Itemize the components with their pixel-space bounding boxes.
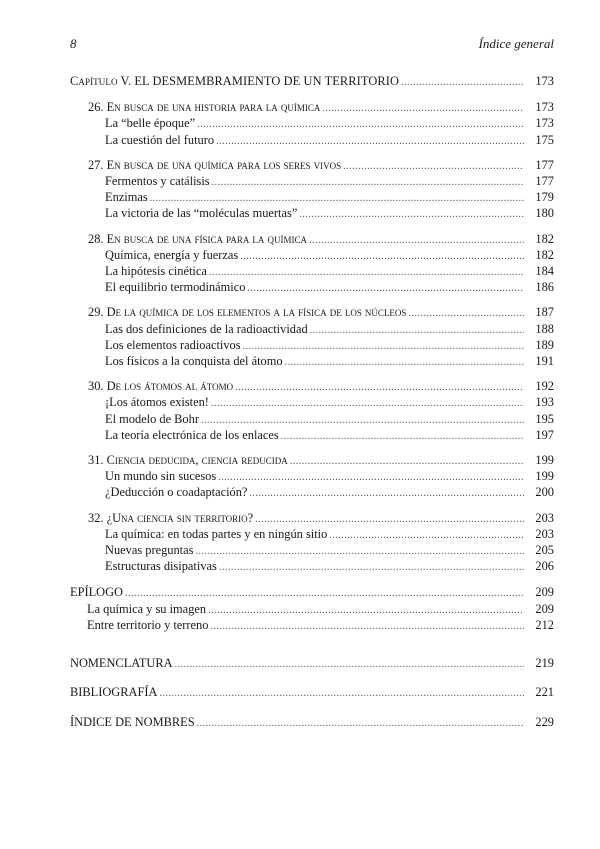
subsection-title: El equilibrio termodinámico (105, 280, 246, 295)
subsection-title: ¡Los átomos existen! (105, 395, 209, 410)
section-entry[interactable] (88, 379, 554, 395)
subsection-entry[interactable] (88, 322, 554, 338)
epilogue-subsection-entry[interactable] (70, 618, 554, 634)
dot-leader (249, 486, 524, 501)
subsection-entry[interactable] (88, 248, 554, 264)
subsection-title: La hipótesis cinética (105, 264, 207, 279)
dot-leader (322, 101, 524, 116)
subsection-page: 199 (535, 469, 554, 484)
dot-leader (208, 603, 524, 618)
subsection-title: Entre territorio y terreno (87, 617, 209, 632)
subsection-entry[interactable] (88, 133, 554, 149)
subsection-entry[interactable] (88, 264, 554, 280)
subsection-page: 177 (535, 174, 554, 189)
section-28 (88, 232, 554, 297)
section-page: 203 (535, 510, 554, 525)
back-matter-title: NOMENCLATURA (70, 656, 173, 671)
section-title: 32. ¿Una ciencia sin territorio? (88, 510, 254, 525)
nomenclature-entry[interactable] (70, 656, 554, 672)
section-entry[interactable] (88, 453, 554, 469)
section-title: 30. De los átomos al átomo (88, 379, 234, 394)
section-29 (88, 305, 554, 370)
section-entry[interactable] (88, 232, 554, 248)
subsection-page: 209 (535, 601, 554, 616)
section-entry[interactable] (88, 305, 554, 321)
epilogue-entry[interactable] (70, 585, 554, 601)
subsection-page: 179 (535, 190, 554, 205)
dot-leader (175, 657, 524, 672)
subsection-entry[interactable] (88, 469, 554, 485)
dot-leader (211, 396, 524, 411)
dot-leader (299, 207, 524, 222)
subsection-title: Los elementos radioactivos (105, 337, 241, 352)
section-page: 199 (535, 453, 554, 468)
section-page: 177 (535, 157, 554, 172)
subsection-entry[interactable] (88, 395, 554, 411)
dot-leader (329, 528, 524, 543)
section-entry[interactable] (88, 511, 554, 527)
subsection-title: Estructuras disipativas (105, 559, 217, 574)
subsection-page: 203 (535, 526, 554, 541)
running-head (70, 36, 554, 52)
subsection-page: 212 (535, 617, 554, 632)
subsection-title: La química: en todas partes y en ningún sitio (105, 526, 328, 541)
chapter-label: Capítulo V. (70, 74, 132, 88)
subsection-page: 173 (535, 116, 554, 131)
subsection-title: Las dos definiciones de la radioactividad (105, 321, 308, 336)
chapter-heading (70, 74, 399, 89)
back-matter-page: 229 (535, 714, 554, 729)
dot-leader (235, 380, 524, 395)
subsection-page: 193 (535, 395, 554, 410)
subsection-page: 188 (535, 321, 554, 336)
section-title: 27. En busca de una química para los seres vivos (88, 157, 342, 172)
dot-leader (197, 716, 524, 731)
dot-leader (281, 429, 524, 444)
dot-leader (125, 586, 524, 601)
subsection-entry[interactable] (88, 543, 554, 559)
dot-leader (401, 75, 524, 90)
section-26 (88, 100, 554, 149)
subsection-entry[interactable] (88, 206, 554, 222)
subsection-title: Los físicos a la conquista del átomo (105, 354, 283, 369)
subsection-page: 182 (535, 247, 554, 262)
subsection-title: La victoria de las “moléculas muertas” (105, 206, 298, 221)
dot-leader (247, 281, 524, 296)
dot-leader (159, 686, 524, 701)
back-matter-title: ÍNDICE DE NOMBRES (70, 714, 195, 729)
subsection-title: Nuevas preguntas (105, 543, 194, 558)
subsection-title: Un mundo sin sucesos (105, 469, 217, 484)
epilogue-subsection-entry[interactable] (70, 602, 554, 618)
subsection-entry[interactable] (88, 354, 554, 370)
subsection-entry[interactable] (88, 190, 554, 206)
name-index-entry[interactable] (70, 715, 554, 731)
back-matter-page: 219 (535, 656, 554, 671)
subsection-entry[interactable] (88, 527, 554, 543)
subsection-title: El modelo de Bohr (105, 411, 199, 426)
section-31 (88, 453, 554, 502)
sections-list (70, 100, 554, 575)
section-entry[interactable] (88, 158, 554, 174)
subsection-title: La química y su imagen (87, 601, 207, 616)
running-title: Índice general (478, 36, 554, 51)
dot-leader (290, 454, 524, 469)
dot-leader (309, 233, 524, 248)
subsection-entry[interactable] (88, 428, 554, 444)
epilogue-page: 209 (535, 585, 554, 600)
section-title: 28. En busca de una física para la química (88, 231, 308, 246)
table-of-contents (70, 74, 554, 731)
section-page: 182 (535, 231, 554, 246)
subsection-page: 205 (535, 543, 554, 558)
subsection-entry[interactable] (88, 412, 554, 428)
dot-leader (310, 323, 524, 338)
dot-leader (285, 355, 524, 370)
dot-leader (150, 191, 524, 206)
dot-leader (343, 159, 524, 174)
dot-leader (240, 249, 524, 264)
subsection-title: Enzimas (105, 190, 148, 205)
subsection-title: Química, energía y fuerzas (105, 247, 239, 262)
dot-leader (195, 544, 524, 559)
subsection-entry[interactable] (88, 338, 554, 354)
epilogue-title: EPÍLOGO (70, 585, 123, 600)
subsection-title: La “belle époque” (105, 116, 196, 131)
dot-leader (212, 175, 524, 190)
subsection-entry[interactable] (88, 280, 554, 296)
subsection-title: Fermentos y catálisis (105, 174, 210, 189)
chapter-page: 173 (535, 74, 554, 88)
subsection-entry[interactable] (88, 174, 554, 190)
subsection-entry[interactable] (88, 485, 554, 501)
dot-leader (255, 512, 524, 527)
section-page: 192 (535, 379, 554, 394)
back-matter-page: 221 (535, 685, 554, 700)
page-number: 8 (70, 36, 77, 51)
subsection-title: La teoría electrónica de los enlaces (105, 427, 279, 442)
subsection-entry[interactable] (88, 559, 554, 575)
dot-leader (197, 117, 524, 132)
bibliography-entry[interactable] (70, 685, 554, 701)
dot-leader (210, 619, 524, 634)
section-page: 173 (535, 100, 554, 115)
section-title: 31. Ciencia deducida, ciencia reducida (88, 453, 288, 468)
subsection-page: 175 (535, 132, 554, 147)
section-page: 187 (535, 305, 554, 320)
dot-leader (216, 134, 524, 149)
dot-leader (243, 339, 524, 354)
section-entry[interactable] (88, 100, 554, 116)
subsection-page: 180 (535, 206, 554, 221)
subsection-page: 200 (535, 485, 554, 500)
section-32 (88, 511, 554, 576)
dot-leader (209, 265, 524, 280)
subsection-title: La cuestión del futuro (105, 132, 215, 147)
section-title: 26. En busca de una historia para la química (88, 100, 321, 115)
subsection-page: 206 (535, 559, 554, 574)
subsection-page: 197 (535, 427, 554, 442)
subsection-page: 184 (535, 264, 554, 279)
epilogue-block (70, 585, 554, 634)
subsection-page: 186 (535, 280, 554, 295)
back-matter-title: BIBLIOGRAFÍA (70, 685, 158, 700)
dot-leader (219, 560, 524, 575)
subsection-title: ¿Deducción o coadaptación? (105, 485, 248, 500)
subsection-entry[interactable] (88, 116, 554, 132)
chapter-title: EL DESMEMBRAMIENTO DE UN TERRITORIO (134, 74, 400, 88)
chapter-entry[interactable] (70, 74, 554, 90)
subsection-page: 189 (535, 337, 554, 352)
dot-leader (201, 413, 524, 428)
dot-leader (408, 306, 524, 321)
subsection-page: 191 (535, 354, 554, 369)
section-30 (88, 379, 554, 444)
dot-leader (218, 470, 524, 485)
section-title: 29. De la química de los elementos a la física de los núcleos (88, 305, 407, 320)
subsection-page: 195 (535, 411, 554, 426)
section-27 (88, 158, 554, 223)
